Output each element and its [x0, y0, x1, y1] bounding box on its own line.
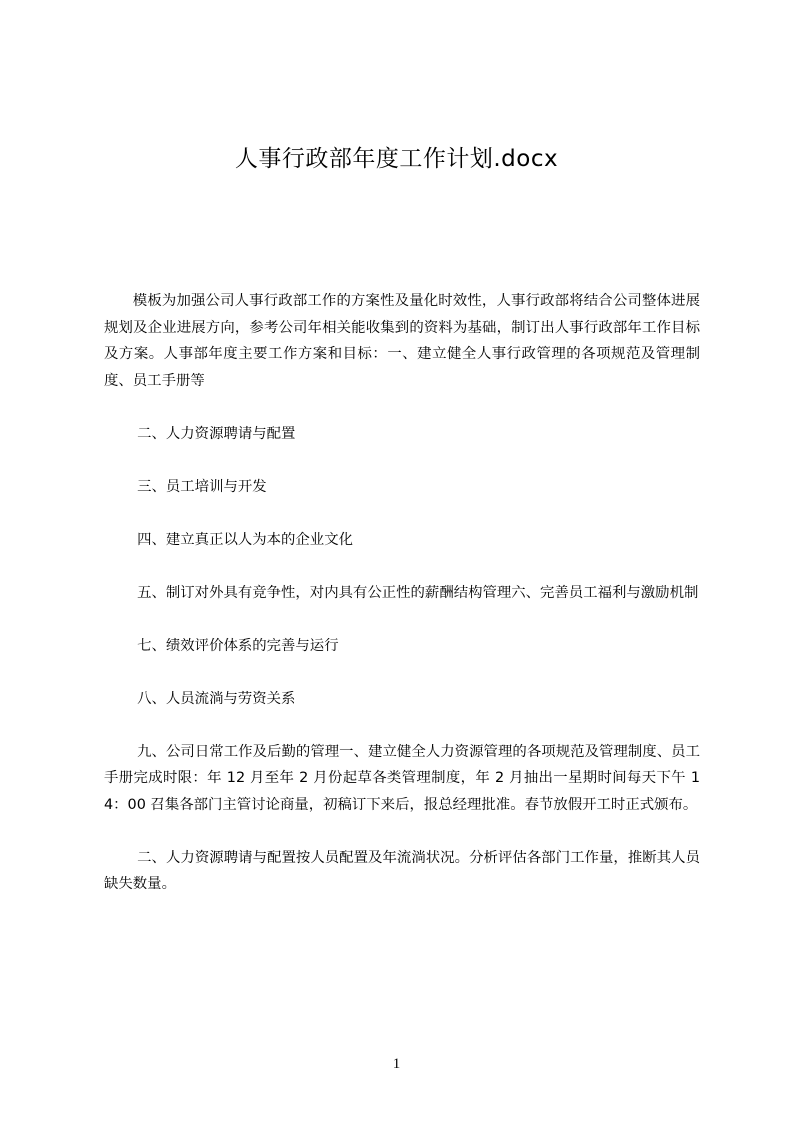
paragraph-section-2: 二、人力资源聘请与配置	[137, 425, 296, 442]
paragraph-recruitment: 二、人力资源聘请与配置按人员配置及年流淌状况。分析评估各部门工作量，推断其人员缺失数量。	[104, 849, 700, 892]
paragraph-section-4: 四、建立真正以人为本的企业文化	[137, 531, 353, 548]
paragraph-section-3: 三、员工培训与开发	[137, 478, 267, 495]
paragraph-section-5: 五、制订对外具有竞争性，对内具有公正性的薪酬结构管理六、完善员工福利与激励机制	[137, 584, 699, 601]
paragraph-intro: 模板为加强公司人事行政部工作的方案性及量化时效性，人事行政部将结合公司整体进展规划及企业进展方向，参考公司年相关能收集到的资料为基础，制订出人事行政部年工作目标及方案。人事部年度主要工作方案和目标：一、建立健全人事行政管理的各项规范及管理制度、员工手册等	[104, 293, 700, 389]
paragraph-section-9: 九、公司日常工作及后勤的管理一、建立健全人力资源管理的各项规范及管理制度、员工手册完成时限：年 12 月至年 2 月份起草各类管理制度，年 2 月抽出一星期时间每天下午 14：00 召集各部门主管讨论商量，初稿订下来后，报总经理批准。春节放假开工时正式颁布。	[104, 743, 700, 813]
paragraph-section-7: 七、绩效评价体系的完善与运行	[137, 637, 339, 654]
document-body	[104, 288, 700, 924]
page-number: 1	[392, 1056, 401, 1072]
document-title: 人事行政部年度工作计划.docx	[234, 146, 559, 172]
paragraph-section-8: 八、人员流淌与劳资关系	[137, 690, 296, 707]
